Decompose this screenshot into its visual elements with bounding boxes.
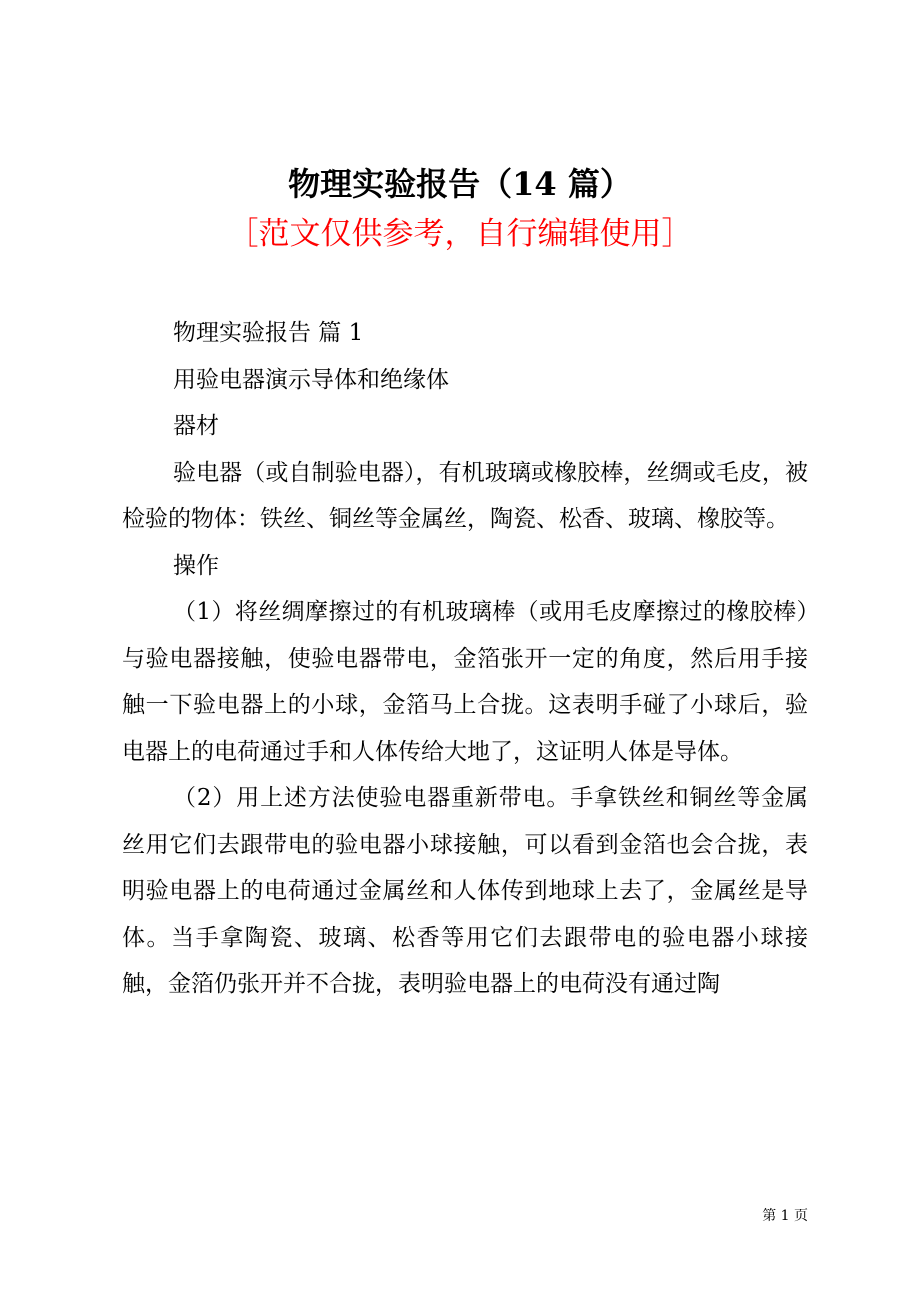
paragraph-step-2: （2）用上述方法使验电器重新带电。手拿铁丝和铜丝等金属丝用它们去跟带电的验电器小球接触，可以看到金箔也会合拢，表明验电器上的电荷通过金属丝和人体传到地球上去了，金属丝是导体。当手拿陶瓷、玻璃、松香等用它们去跟带电的验电器小球接触，金箔仍张开并不合拢，表明验电器上的电荷没有通过陶	[122, 785, 808, 997]
page-number: 第 1 页	[762, 1208, 808, 1224]
document-body	[122, 310, 808, 1008]
paragraph-step-1: （1）将丝绸摩擦过的有机玻璃棒（或用毛皮摩擦过的橡胶棒）与验电器接触，使验电器带电，金箔张开一定的角度，然后用手接触一下验电器上的小球，金箔马上合拢。这表明手碰了小球后，验电器上的电荷通过手和人体传给大地了，这证明人体是导体。	[122, 599, 808, 765]
document-subtitle: ［范文仅供参考，自行编辑使用］	[227, 216, 693, 252]
paragraph-section-heading: 物理实验报告 篇 1	[173, 320, 364, 346]
document-title: 物理实验报告（14 篇）	[288, 165, 632, 203]
paragraph-experiment-title: 用验电器演示导体和绝缘体	[173, 366, 449, 393]
paragraph-operation-heading: 操作	[173, 552, 219, 579]
paragraph-materials-list: 验电器（或自制验电器），有机玻璃或橡胶棒，丝绸或毛皮，被检验的物体：铁丝、铜丝等金属丝，陶瓷、松香、玻璃、橡胶等。	[122, 459, 808, 532]
paragraph-materials-heading: 器材	[173, 413, 219, 439]
